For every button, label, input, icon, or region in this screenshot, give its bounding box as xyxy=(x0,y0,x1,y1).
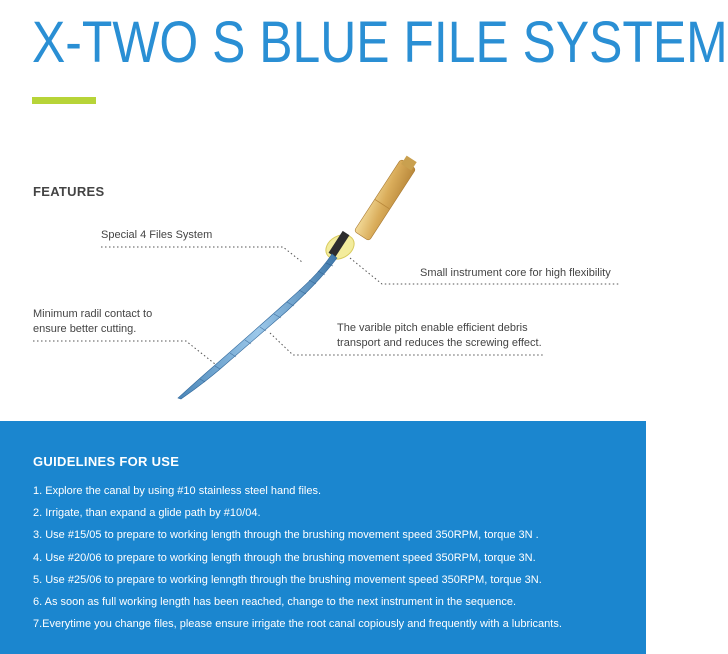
title-accent-bar xyxy=(32,97,96,104)
callout-variable-pitch-line2: transport and reduces the screwing effect. xyxy=(337,337,542,349)
leader-line-radial xyxy=(33,341,215,364)
callout-radial-contact-line2: ensure better cutting. xyxy=(33,323,137,335)
guideline-step: 5. Use #25/06 to prepare to working lenngth through the brushing movement speed 350RPM, torque 3N. xyxy=(33,573,542,586)
guidelines-heading: GUIDELINES FOR USE xyxy=(33,454,180,469)
callout-variable-pitch xyxy=(337,321,542,351)
guideline-step: 6. As soon as full working length has been reached, change to the next instrument in the sequence. xyxy=(33,596,517,609)
features-heading: FEATURES xyxy=(33,184,105,199)
callout-radial-contact xyxy=(33,307,152,337)
guideline-step: 2. Irrigate, than expand a glide path by #10/04. xyxy=(33,507,261,520)
guideline-step: 3. Use #15/05 to prepare to working length through the brushing movement speed 350RPM, torque 3N . xyxy=(33,529,539,542)
guidelines-section xyxy=(0,421,646,654)
guideline-step: 7.Everytime you change files, please ensure irrigate the root canal copiously and frequently with a lubricants. xyxy=(33,618,562,631)
guidelines-list xyxy=(33,480,633,635)
guideline-step: 1. Explore the canal by using #10 stainless steel hand files. xyxy=(33,485,322,497)
callout-files-system: Special 4 Files System xyxy=(101,229,213,241)
file-handle xyxy=(354,154,419,241)
guideline-step: 4. Use #20/06 to prepare to working length through the brushing movement speed 350RPM, torque 3N. xyxy=(33,551,536,564)
callout-radial-contact-line1: Minimum radil contact to xyxy=(33,308,153,320)
file-shaft xyxy=(178,254,337,399)
endodontic-file-illustration xyxy=(0,160,646,420)
callout-variable-pitch-line1: The varible pitch enable efficient debris xyxy=(337,322,528,334)
callout-instrument-core: Small instrument core for high flexibility xyxy=(420,267,611,279)
leader-line-files-system xyxy=(101,247,302,262)
page-title: X-TWO S BLUE FILE SYSTEM xyxy=(32,10,728,75)
